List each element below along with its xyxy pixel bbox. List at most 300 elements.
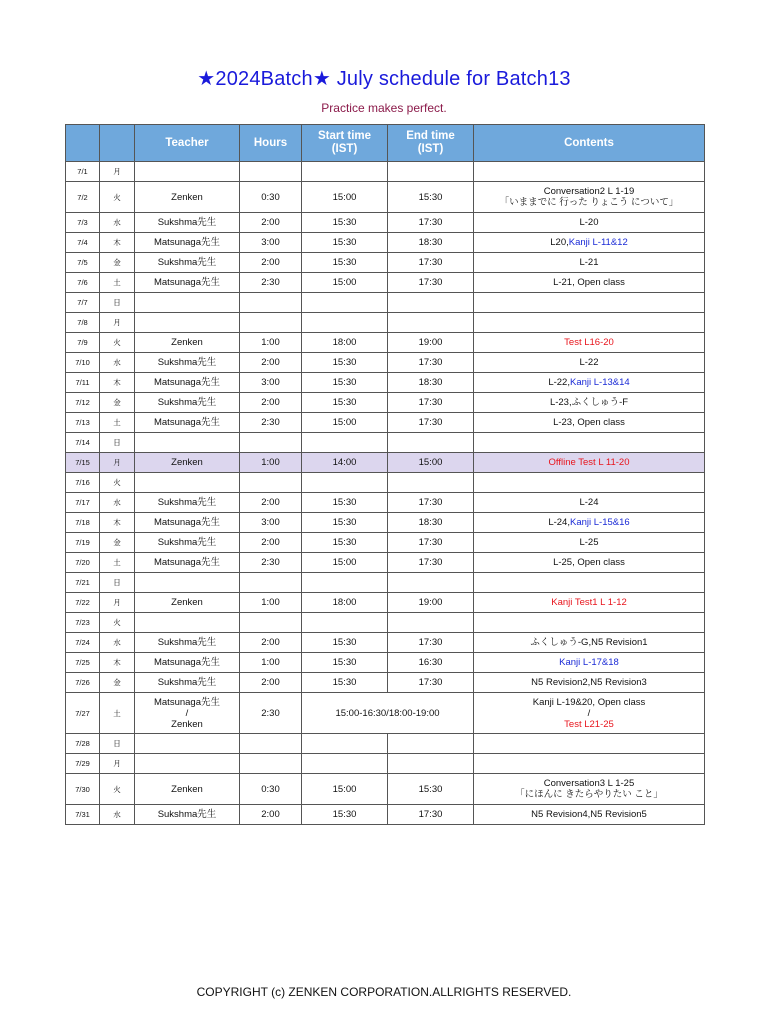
contents-line [474, 778, 704, 789]
table-row [66, 353, 705, 373]
start-time-cell: 15:30 [302, 805, 388, 825]
table-row [66, 162, 705, 182]
date-cell: 7/17 [66, 493, 100, 513]
contents-cell [474, 805, 705, 825]
table-row [66, 313, 705, 333]
hours-cell [240, 734, 302, 754]
end-time-cell: 19:00 [388, 333, 474, 353]
start-time-cell [302, 754, 388, 774]
contents-cell [474, 593, 705, 613]
teacher-cell [135, 673, 240, 693]
weekday-cell: 月 [100, 754, 135, 774]
end-time-cell [388, 573, 474, 593]
schedule-table [65, 124, 705, 825]
table-row [66, 213, 705, 233]
hours-cell: 2:30 [240, 273, 302, 293]
end-time-cell: 17:30 [388, 393, 474, 413]
teacher-name: Matsunaga先生 [153, 377, 220, 388]
hours-cell: 2:00 [240, 805, 302, 825]
end-time-cell: 17:30 [388, 413, 474, 433]
contents-line [474, 789, 704, 800]
contents-line [474, 186, 704, 197]
contents-line [474, 397, 704, 408]
start-time-cell [302, 613, 388, 633]
weekday-cell: 月 [100, 593, 135, 613]
start-time-cell [302, 573, 388, 593]
teacher-cell [135, 453, 240, 473]
weekday-cell: 日 [100, 293, 135, 313]
teacher-name: Zenken [171, 457, 203, 468]
table-row [66, 573, 705, 593]
teacher-name: Matsunaga先生 [153, 237, 220, 248]
contents-line [474, 657, 704, 668]
contents-line [474, 357, 704, 368]
contents-text: Kanji L-15&16 [569, 517, 630, 528]
teacher-cell [135, 473, 240, 493]
end-time-cell [388, 734, 474, 754]
table-row [66, 774, 705, 805]
contents-line [474, 517, 704, 528]
weekday-cell: 土 [100, 693, 135, 734]
teacher-name: Sukshma先生 [157, 257, 217, 268]
contents-text: L-21, Open class [553, 277, 625, 288]
start-time-cell: 15:30 [302, 653, 388, 673]
contents-text: Kanji L-13&14 [569, 377, 630, 388]
date-cell: 7/20 [66, 553, 100, 573]
table-row [66, 593, 705, 613]
start-time-cell [302, 293, 388, 313]
hours-cell: 1:00 [240, 653, 302, 673]
contents-cell [474, 413, 705, 433]
teacher-cell [135, 693, 240, 734]
contents-text: N5 Revision2,N5 Revision3 [531, 677, 647, 688]
contents-line [474, 537, 704, 548]
weekday-cell: 日 [100, 433, 135, 453]
contents-line [474, 637, 704, 648]
hours-cell: 2:00 [240, 253, 302, 273]
contents-cell [474, 353, 705, 373]
teacher-cell [135, 774, 240, 805]
contents-cell [474, 433, 705, 453]
start-time-cell [302, 313, 388, 333]
weekday-cell: 木 [100, 373, 135, 393]
weekday-cell: 火 [100, 774, 135, 805]
header-start-time: Start time (IST) [302, 125, 388, 162]
contents-cell [474, 633, 705, 653]
teacher-name: Zenken [171, 718, 203, 730]
table-row [66, 453, 705, 473]
hours-cell: 2:00 [240, 533, 302, 553]
header-contents: Contents [474, 125, 705, 162]
start-time-cell [302, 162, 388, 182]
weekday-cell: 金 [100, 253, 135, 273]
schedule-body [66, 162, 705, 825]
date-cell: 7/15 [66, 453, 100, 473]
contents-cell [474, 613, 705, 633]
table-row [66, 653, 705, 673]
teacher-name: Matsunaga先生 [153, 657, 220, 668]
teacher-cell [135, 273, 240, 293]
weekday-cell: 月 [100, 162, 135, 182]
start-time-cell [302, 473, 388, 493]
contents-line [474, 217, 704, 228]
teacher-name: Matsunaga先生 [153, 417, 220, 428]
contents-line [474, 809, 704, 820]
date-cell: 7/29 [66, 754, 100, 774]
end-time-cell [388, 473, 474, 493]
teacher-name: Matsunaga先生 [153, 557, 220, 568]
weekday-cell: 月 [100, 313, 135, 333]
hours-cell: 2:00 [240, 213, 302, 233]
hours-cell [240, 293, 302, 313]
end-time-cell [388, 162, 474, 182]
hours-cell: 2:00 [240, 393, 302, 413]
contents-cell [474, 293, 705, 313]
weekday-cell: 木 [100, 513, 135, 533]
teacher-cell [135, 633, 240, 653]
weekday-cell: 水 [100, 493, 135, 513]
table-row [66, 613, 705, 633]
teacher-name: Zenken [171, 191, 203, 203]
end-time-cell: 17:30 [388, 213, 474, 233]
contents-text: / [587, 707, 591, 719]
table-row [66, 413, 705, 433]
teacher-cell [135, 353, 240, 373]
end-time-cell: 19:00 [388, 593, 474, 613]
start-time-cell [302, 734, 388, 754]
contents-cell [474, 653, 705, 673]
contents-line [474, 708, 704, 719]
hours-cell: 0:30 [240, 774, 302, 805]
end-time-cell: 17:30 [388, 353, 474, 373]
end-time-cell: 17:30 [388, 253, 474, 273]
start-time-cell: 15:00 [302, 774, 388, 805]
teacher-cell [135, 513, 240, 533]
table-row [66, 473, 705, 493]
hours-cell: 3:00 [240, 513, 302, 533]
hours-cell: 2:00 [240, 493, 302, 513]
start-time-cell: 15:00 [302, 182, 388, 213]
header-day [100, 125, 135, 162]
teacher-cell [135, 553, 240, 573]
hours-cell: 2:30 [240, 413, 302, 433]
weekday-cell: 火 [100, 613, 135, 633]
hours-cell [240, 613, 302, 633]
start-time-cell: 15:30 [302, 233, 388, 253]
contents-cell [474, 774, 705, 805]
teacher-name: Sukshma先生 [157, 397, 217, 408]
contents-text: ふくしゅう-G,N5 Revision1 [530, 637, 648, 648]
hours-cell: 1:00 [240, 333, 302, 353]
date-cell: 7/9 [66, 333, 100, 353]
teacher-cell [135, 653, 240, 673]
teacher-name: Matsunaga先生 [153, 696, 220, 708]
start-time-cell: 18:00 [302, 593, 388, 613]
weekday-cell: 土 [100, 413, 135, 433]
start-time-cell: 15:30 [302, 533, 388, 553]
teacher-cell [135, 613, 240, 633]
header-teacher: Teacher [135, 125, 240, 162]
contents-text: 「にほんに きたらやりたい こと」 [515, 789, 663, 800]
table-row [66, 513, 705, 533]
table-row [66, 673, 705, 693]
contents-line [474, 719, 704, 730]
teacher-cell [135, 313, 240, 333]
table-row [66, 293, 705, 313]
hours-cell: 1:00 [240, 453, 302, 473]
contents-cell [474, 213, 705, 233]
end-time-cell: 17:30 [388, 533, 474, 553]
end-time-cell: 17:30 [388, 273, 474, 293]
header-date [66, 125, 100, 162]
teacher-cell [135, 333, 240, 353]
end-time-cell: 17:30 [388, 673, 474, 693]
teacher-cell [135, 533, 240, 553]
hours-cell: 3:00 [240, 373, 302, 393]
teacher-cell [135, 253, 240, 273]
contents-cell [474, 693, 705, 734]
date-cell: 7/13 [66, 413, 100, 433]
teacher-name: Sukshma先生 [157, 357, 217, 368]
start-time-cell: 15:30 [302, 213, 388, 233]
date-cell: 7/14 [66, 433, 100, 453]
contents-text: L-22 [579, 357, 599, 368]
start-time-cell: 15:30 [302, 373, 388, 393]
hours-cell: 2:00 [240, 633, 302, 653]
end-time-cell [388, 754, 474, 774]
contents-line [474, 697, 704, 708]
weekday-cell: 火 [100, 473, 135, 493]
page-subtitle: Practice makes perfect. [321, 101, 447, 115]
date-cell: 7/3 [66, 213, 100, 233]
teacher-cell [135, 182, 240, 213]
contents-cell [474, 373, 705, 393]
table-row [66, 553, 705, 573]
end-time-cell: 15:30 [388, 182, 474, 213]
start-time-cell: 14:00 [302, 453, 388, 473]
date-cell: 7/6 [66, 273, 100, 293]
date-cell: 7/4 [66, 233, 100, 253]
contents-line [474, 337, 704, 348]
teacher-cell [135, 233, 240, 253]
hours-cell [240, 473, 302, 493]
start-time-cell: 15:30 [302, 393, 388, 413]
date-cell: 7/7 [66, 293, 100, 313]
contents-cell [474, 493, 705, 513]
teacher-cell [135, 754, 240, 774]
date-cell: 7/19 [66, 533, 100, 553]
date-cell: 7/23 [66, 613, 100, 633]
end-time-cell: 18:30 [388, 373, 474, 393]
table-row [66, 393, 705, 413]
table-row [66, 253, 705, 273]
start-time-cell: 15:00 [302, 413, 388, 433]
contents-cell [474, 182, 705, 213]
header-hours: Hours [240, 125, 302, 162]
hours-cell [240, 162, 302, 182]
teacher-name: Sukshma先生 [157, 809, 217, 820]
contents-line [474, 597, 704, 608]
contents-text: L-20 [579, 217, 599, 228]
table-row [66, 433, 705, 453]
weekday-cell: 日 [100, 734, 135, 754]
date-cell: 7/10 [66, 353, 100, 373]
start-time-cell: 15:30 [302, 253, 388, 273]
teacher-name: Matsunaga先生 [153, 277, 220, 288]
contents-text: Kanji L-17&18 [559, 657, 619, 668]
weekday-cell: 金 [100, 673, 135, 693]
contents-line [474, 417, 704, 428]
teacher-name: Sukshma先生 [157, 637, 217, 648]
weekday-cell: 水 [100, 353, 135, 373]
contents-cell [474, 533, 705, 553]
end-time-cell: 17:30 [388, 493, 474, 513]
start-time-cell [302, 433, 388, 453]
contents-cell [474, 333, 705, 353]
weekday-cell: 火 [100, 333, 135, 353]
teacher-cell [135, 734, 240, 754]
contents-cell [474, 233, 705, 253]
contents-text: L-25 [579, 537, 599, 548]
contents-text: Test L21-25 [564, 718, 614, 730]
copyright-footer: COPYRIGHT (c) ZENKEN CORPORATION.ALLRIGHTS RESERVED. [196, 985, 572, 999]
start-time-cell: 15:00 [302, 553, 388, 573]
contents-text: L-23,ふくしゅう-F [549, 397, 629, 408]
table-row [66, 233, 705, 253]
weekday-cell: 土 [100, 273, 135, 293]
contents-cell [474, 734, 705, 754]
contents-line [474, 237, 704, 248]
contents-text: N5 Revision4,N5 Revision5 [531, 809, 647, 820]
end-time-cell [388, 293, 474, 313]
teacher-name: / [185, 707, 189, 719]
table-row [66, 333, 705, 353]
contents-text: L20, [550, 237, 569, 248]
weekday-cell: 金 [100, 533, 135, 553]
date-cell: 7/26 [66, 673, 100, 693]
contents-line [474, 197, 704, 208]
date-cell: 7/18 [66, 513, 100, 533]
contents-cell [474, 754, 705, 774]
date-cell: 7/30 [66, 774, 100, 805]
teacher-cell [135, 162, 240, 182]
teacher-cell [135, 373, 240, 393]
teacher-name: Zenken [171, 597, 203, 608]
date-cell: 7/22 [66, 593, 100, 613]
teacher-name: Sukshma先生 [157, 677, 217, 688]
contents-cell [474, 453, 705, 473]
table-row [66, 533, 705, 553]
contents-line [474, 257, 704, 268]
hours-cell: 2:30 [240, 553, 302, 573]
teacher-cell [135, 573, 240, 593]
hours-cell [240, 433, 302, 453]
teacher-name: Sukshma先生 [157, 537, 217, 548]
contents-line [474, 557, 704, 568]
contents-text: L-25, Open class [553, 557, 625, 568]
contents-text: Kanji L-11&12 [568, 237, 628, 248]
hours-cell [240, 313, 302, 333]
page-title: ★2024Batch★ July schedule for Batch13 [197, 68, 571, 90]
contents-cell [474, 553, 705, 573]
start-time-cell: 15:30 [302, 353, 388, 373]
table-row [66, 182, 705, 213]
end-time-cell [388, 433, 474, 453]
end-time-cell: 18:30 [388, 513, 474, 533]
contents-cell [474, 473, 705, 493]
start-time-cell: 15:00 [302, 273, 388, 293]
contents-text: L-24 [579, 497, 599, 508]
contents-text: Conversation3 L 1-25 [543, 778, 635, 789]
date-cell: 7/24 [66, 633, 100, 653]
table-row [66, 754, 705, 774]
start-time-cell: 15:30 [302, 673, 388, 693]
contents-text: L-21 [579, 257, 599, 268]
teacher-cell [135, 413, 240, 433]
date-cell: 7/27 [66, 693, 100, 734]
weekday-cell: 木 [100, 233, 135, 253]
start-time-cell: 15:30 [302, 513, 388, 533]
date-cell: 7/8 [66, 313, 100, 333]
contents-cell [474, 313, 705, 333]
contents-cell [474, 393, 705, 413]
table-row [66, 805, 705, 825]
end-time-cell [388, 313, 474, 333]
table-row [66, 373, 705, 393]
weekday-cell: 金 [100, 393, 135, 413]
teacher-cell [135, 433, 240, 453]
teacher-cell [135, 213, 240, 233]
contents-cell [474, 513, 705, 533]
contents-line [474, 677, 704, 688]
end-time-cell: 17:30 [388, 805, 474, 825]
date-cell: 7/11 [66, 373, 100, 393]
hours-cell: 1:00 [240, 593, 302, 613]
teacher-name: Zenken [171, 783, 203, 795]
contents-line [474, 457, 704, 468]
date-cell: 7/1 [66, 162, 100, 182]
hours-cell: 3:00 [240, 233, 302, 253]
contents-text: L-23, Open class [553, 417, 625, 428]
teacher-cell [135, 805, 240, 825]
start-time-cell: 18:00 [302, 333, 388, 353]
end-time-cell: 16:30 [388, 653, 474, 673]
teacher-name: Matsunaga先生 [153, 517, 220, 528]
end-time-cell: 15:30 [388, 774, 474, 805]
teacher-cell [135, 293, 240, 313]
table-row [66, 493, 705, 513]
contents-line [474, 277, 704, 288]
hours-cell: 2:00 [240, 673, 302, 693]
contents-text: Kanji L-19&20, Open class [532, 696, 646, 708]
hours-cell: 0:30 [240, 182, 302, 213]
weekday-cell: 火 [100, 182, 135, 213]
hours-cell [240, 754, 302, 774]
teacher-cell [135, 493, 240, 513]
end-time-cell: 15:00 [388, 453, 474, 473]
contents-text: Test L16-20 [564, 337, 614, 348]
teacher-name: Zenken [171, 337, 203, 348]
table-row [66, 734, 705, 754]
weekday-cell: 水 [100, 633, 135, 653]
contents-cell [474, 273, 705, 293]
date-cell: 7/5 [66, 253, 100, 273]
date-cell: 7/31 [66, 805, 100, 825]
table-row [66, 273, 705, 293]
teacher-name: Sukshma先生 [157, 217, 217, 228]
hours-cell: 2:00 [240, 353, 302, 373]
contents-cell [474, 573, 705, 593]
